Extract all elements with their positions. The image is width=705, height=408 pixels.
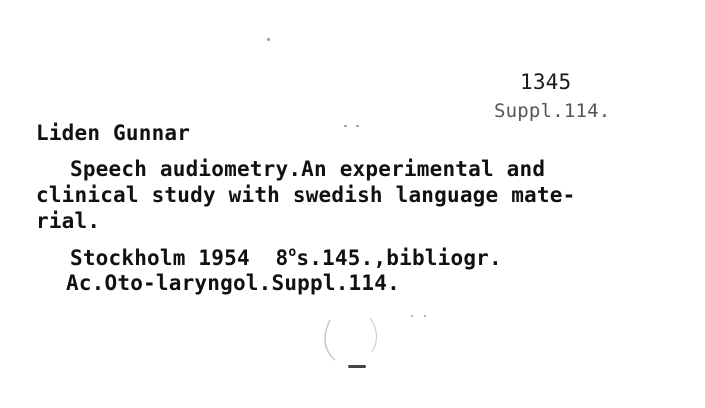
call-number: 1345 <box>520 70 572 94</box>
scan-speck <box>411 315 413 317</box>
title-line: rial. <box>36 209 101 233</box>
imprint-format: 8 <box>275 246 289 270</box>
series-reference: Suppl.114. <box>494 100 611 122</box>
title-line: clinical study with swedish language mate- <box>36 183 576 207</box>
title-line: Speech audiometry.An experimental and <box>70 157 546 181</box>
scan-speck <box>424 315 426 317</box>
imprint-line <box>70 245 502 270</box>
scan-speck <box>356 125 359 127</box>
scan-speck <box>267 38 270 41</box>
author-heading: Liden Gunnar <box>36 121 191 145</box>
imprint-pages: s.145.,bibliogr. <box>296 246 502 270</box>
scan-speck <box>348 365 366 368</box>
imprint-place-year: Stockholm 1954 <box>70 246 250 270</box>
series-statement: Ac.Oto-laryngol.Suppl.114. <box>66 271 400 295</box>
imprint-format-sup: o <box>288 245 297 260</box>
scan-speck <box>344 125 347 127</box>
